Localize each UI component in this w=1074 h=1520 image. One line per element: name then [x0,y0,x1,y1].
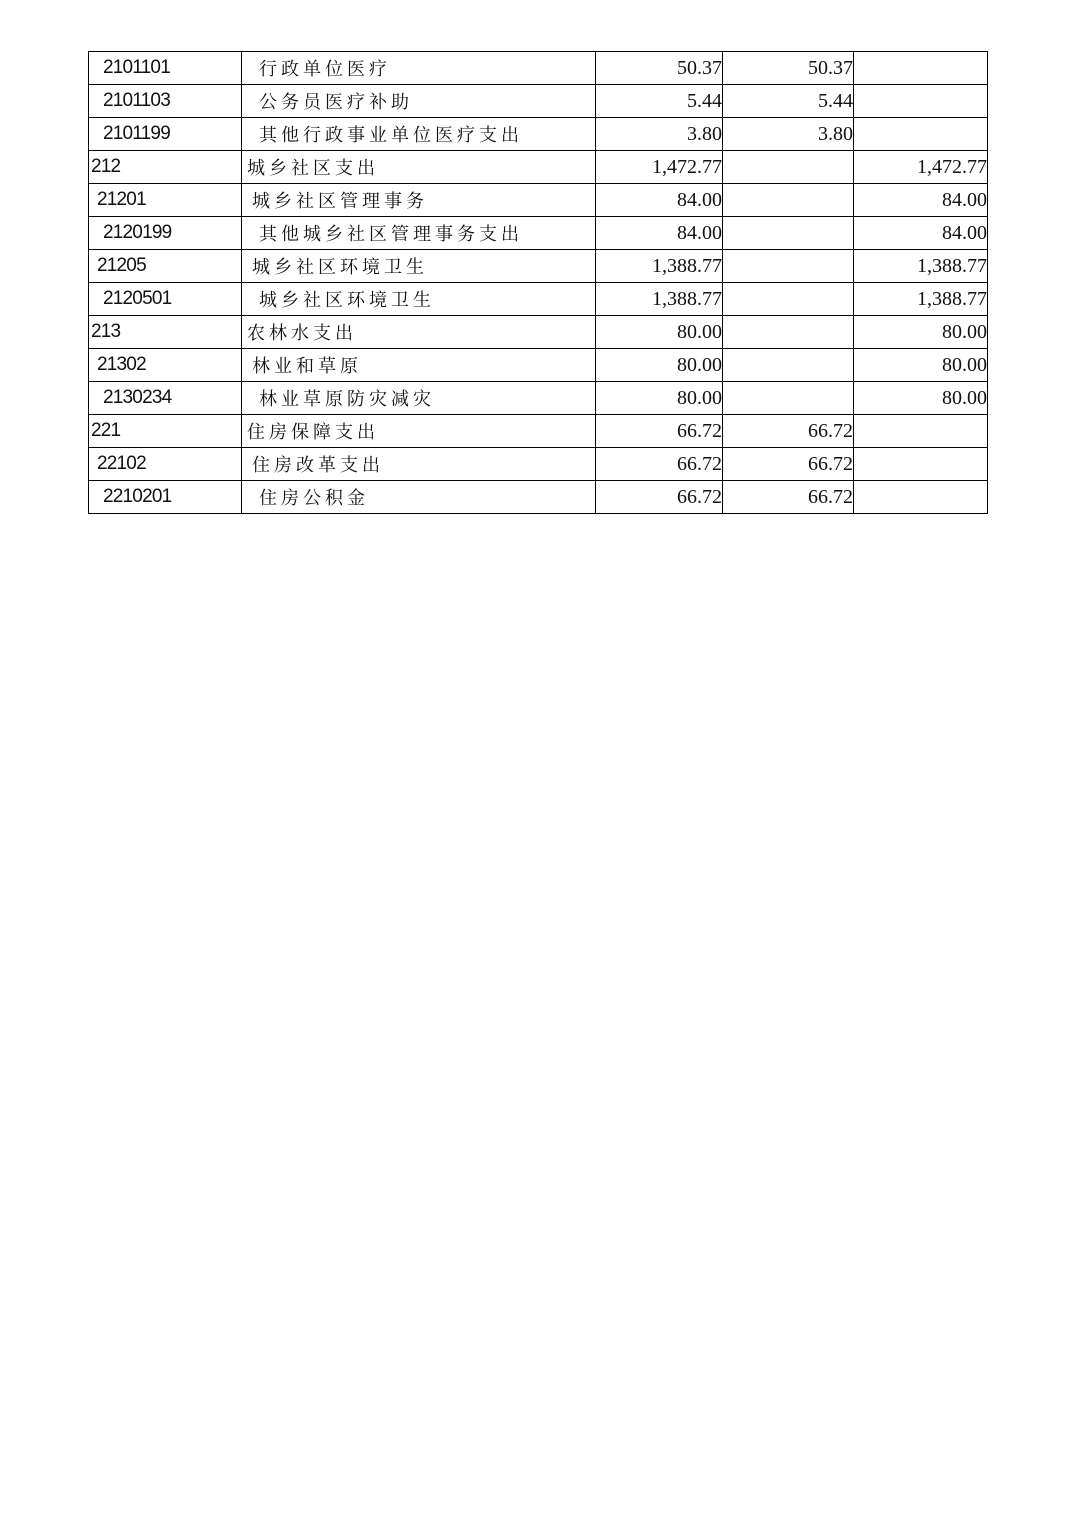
name-cell: 住房保障支出 [242,415,596,448]
basic-expenditure-cell: 66.72 [723,415,854,448]
basic-expenditure-cell [723,283,854,316]
name-cell: 林业和草原 [242,349,596,382]
table-row [89,481,988,514]
table-body [89,52,988,514]
basic-expenditure-cell: 5.44 [723,85,854,118]
basic-expenditure-cell: 50.37 [723,52,854,85]
basic-expenditure-cell: 66.72 [723,481,854,514]
project-expenditure-cell: 1,472.77 [854,151,988,184]
table-row [89,448,988,481]
table-row [89,349,988,382]
table-row [89,382,988,415]
project-expenditure-cell: 84.00 [854,217,988,250]
name-cell: 城乡社区支出 [242,151,596,184]
name-cell: 城乡社区环境卫生 [242,250,596,283]
table-row [89,250,988,283]
table-row [89,415,988,448]
basic-expenditure-cell [723,250,854,283]
basic-expenditure-cell [723,349,854,382]
code-cell: 221 [89,415,242,448]
total-cell: 84.00 [596,217,723,250]
name-cell: 林业草原防灾减灾 [242,382,596,415]
name-cell: 公务员医疗补助 [242,85,596,118]
table-row [89,52,988,85]
code-cell: 2130234 [89,382,242,415]
code-cell: 2120199 [89,217,242,250]
project-expenditure-cell [854,481,988,514]
project-expenditure-cell: 1,388.77 [854,283,988,316]
project-expenditure-cell [854,415,988,448]
code-cell: 21201 [89,184,242,217]
total-cell: 80.00 [596,316,723,349]
table-row [89,85,988,118]
code-cell: 2101101 [89,52,242,85]
total-cell: 1,388.77 [596,250,723,283]
table-row [89,217,988,250]
project-expenditure-cell: 80.00 [854,382,988,415]
total-cell: 80.00 [596,349,723,382]
name-cell: 城乡社区环境卫生 [242,283,596,316]
project-expenditure-cell: 80.00 [854,349,988,382]
code-cell: 212 [89,151,242,184]
code-cell: 2101199 [89,118,242,151]
total-cell: 84.00 [596,184,723,217]
name-cell: 其他城乡社区管理事务支出 [242,217,596,250]
name-cell: 住房改革支出 [242,448,596,481]
name-cell: 其他行政事业单位医疗支出 [242,118,596,151]
name-cell: 城乡社区管理事务 [242,184,596,217]
total-cell: 66.72 [596,481,723,514]
table-row [89,151,988,184]
total-cell: 1,472.77 [596,151,723,184]
project-expenditure-cell: 80.00 [854,316,988,349]
name-cell: 农林水支出 [242,316,596,349]
table-row [89,118,988,151]
basic-expenditure-cell [723,382,854,415]
name-cell: 行政单位医疗 [242,52,596,85]
code-cell: 21302 [89,349,242,382]
project-expenditure-cell [854,118,988,151]
code-cell: 2120501 [89,283,242,316]
project-expenditure-cell [854,85,988,118]
total-cell: 80.00 [596,382,723,415]
project-expenditure-cell [854,448,988,481]
name-cell: 住房公积金 [242,481,596,514]
basic-expenditure-cell [723,217,854,250]
budget-expenditure-table [88,51,988,514]
total-cell: 5.44 [596,85,723,118]
code-cell: 213 [89,316,242,349]
code-cell: 22102 [89,448,242,481]
basic-expenditure-cell [723,316,854,349]
code-cell: 2101103 [89,85,242,118]
total-cell: 1,388.77 [596,283,723,316]
project-expenditure-cell: 84.00 [854,184,988,217]
total-cell: 50.37 [596,52,723,85]
basic-expenditure-cell: 3.80 [723,118,854,151]
basic-expenditure-cell [723,151,854,184]
basic-expenditure-cell: 66.72 [723,448,854,481]
code-cell: 2210201 [89,481,242,514]
total-cell: 3.80 [596,118,723,151]
total-cell: 66.72 [596,448,723,481]
total-cell: 66.72 [596,415,723,448]
basic-expenditure-cell [723,184,854,217]
table-row [89,316,988,349]
table-row [89,184,988,217]
code-cell: 21205 [89,250,242,283]
project-expenditure-cell [854,52,988,85]
table-row [89,283,988,316]
project-expenditure-cell: 1,388.77 [854,250,988,283]
